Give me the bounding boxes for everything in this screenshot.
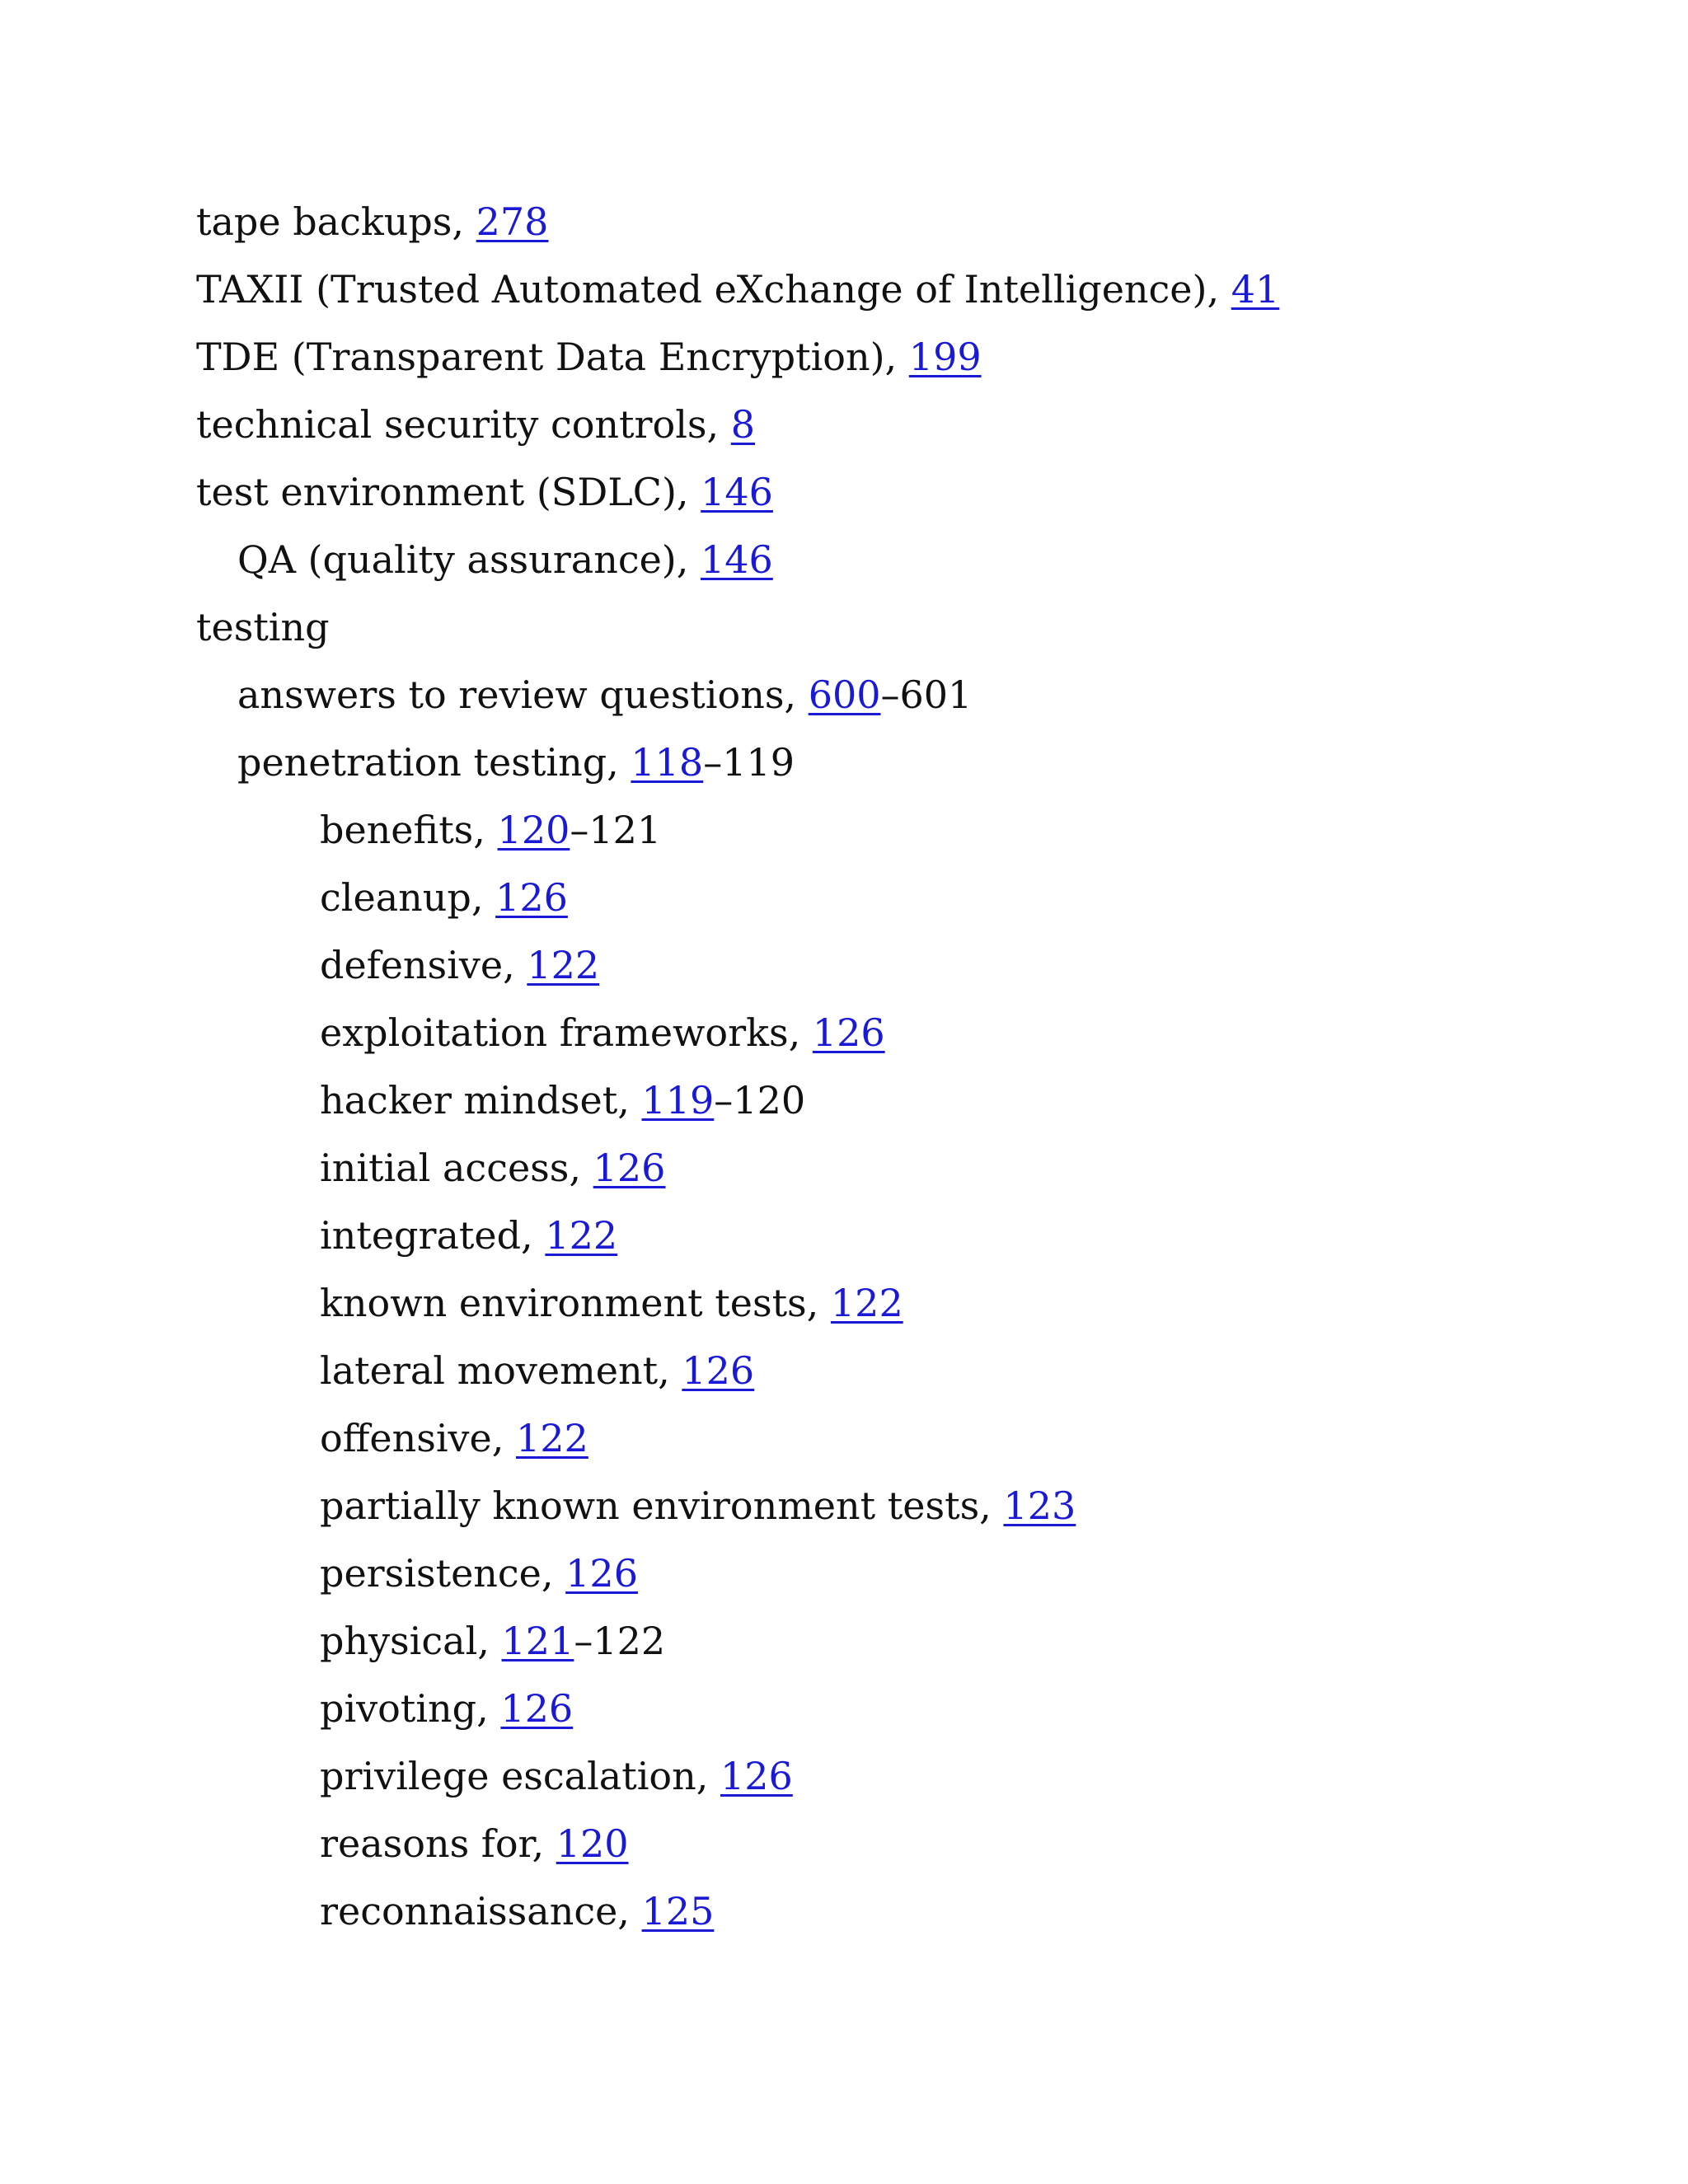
page-link[interactable]: 199 (908, 335, 982, 379)
entry-term: reasons for, (320, 1821, 556, 1866)
entry-term: TAXII (Trusted Automated eXchange of Intelligence), (196, 267, 1231, 312)
page-link[interactable]: 126 (682, 1348, 755, 1393)
index-entry (0, 593, 1688, 661)
entry-term: tape backups, (196, 199, 476, 244)
page-link[interactable]: 278 (476, 199, 549, 244)
page-link[interactable]: 126 (500, 1686, 574, 1731)
index-subsubentry (0, 1675, 1688, 1742)
page-link[interactable]: 126 (593, 1146, 666, 1190)
entry-term: initial access, (320, 1146, 593, 1190)
page-link[interactable]: 146 (701, 537, 773, 582)
page-link[interactable]: 126 (812, 1010, 885, 1055)
page-link[interactable]: 600 (808, 673, 881, 717)
page-link[interactable]: 122 (516, 1416, 588, 1460)
entry-term: lateral movement, (320, 1348, 682, 1393)
index-entry (0, 391, 1688, 458)
range-end: –119 (703, 740, 795, 785)
page-link[interactable]: 121 (501, 1619, 574, 1663)
entry-term: answers to review questions, (237, 673, 809, 717)
page-link[interactable]: 122 (527, 943, 600, 987)
entry-term: reconnaissance, (320, 1889, 642, 1933)
entry-term: defensive, (320, 943, 528, 987)
index-subentry (0, 729, 1688, 796)
index-subentry (0, 661, 1688, 729)
index-subsubentry (0, 1540, 1688, 1607)
index-list (0, 188, 1688, 1945)
range-end: –120 (714, 1078, 806, 1122)
range-end: –122 (574, 1619, 666, 1663)
index-entry (0, 458, 1688, 526)
page-link[interactable]: 125 (641, 1889, 715, 1933)
entry-term: testing (196, 605, 330, 649)
index-subsubentry (0, 864, 1688, 931)
page-link[interactable]: 123 (1003, 1483, 1076, 1528)
index-entry (0, 323, 1688, 391)
page-link[interactable]: 126 (720, 1754, 793, 1798)
entry-term: benefits, (320, 808, 498, 852)
index-subentry (0, 526, 1688, 593)
entry-term: technical security controls, (196, 402, 731, 447)
entry-term: cleanup, (320, 875, 496, 920)
page-link[interactable]: 41 (1231, 267, 1280, 312)
index-subsubentry (0, 931, 1688, 999)
entry-term: penetration testing, (237, 740, 631, 785)
page-link[interactable]: 8 (730, 402, 756, 447)
index-subsubentry (0, 1337, 1688, 1404)
index-subsubentry (0, 1404, 1688, 1472)
page-link[interactable]: 119 (641, 1078, 715, 1122)
index-subsubentry (0, 999, 1688, 1066)
page-link[interactable]: 126 (495, 875, 568, 920)
entry-term: TDE (Transparent Data Encryption), (196, 335, 909, 379)
page-link[interactable]: 120 (497, 808, 570, 852)
index-subsubentry (0, 1877, 1688, 1945)
page-link[interactable]: 146 (701, 470, 773, 514)
entry-term: offensive, (320, 1416, 516, 1460)
entry-term: test environment (SDLC), (196, 470, 701, 514)
page-link[interactable]: 126 (565, 1551, 638, 1596)
entry-term: exploitation frameworks, (320, 1010, 813, 1055)
index-subsubentry (0, 1134, 1688, 1202)
page-link[interactable]: 120 (556, 1821, 629, 1866)
entry-term: partially known environment tests, (320, 1483, 1004, 1528)
entry-term: QA (quality assurance), (237, 537, 701, 582)
entry-term: known environment tests, (320, 1281, 831, 1325)
page-link[interactable]: 122 (545, 1213, 618, 1258)
index-subsubentry (0, 1269, 1688, 1337)
index-subsubentry (0, 1472, 1688, 1540)
range-end: –121 (570, 808, 662, 852)
entry-term: pivoting, (320, 1686, 501, 1731)
index-entry (0, 255, 1688, 323)
index-subsubentry (0, 1066, 1688, 1134)
entry-term: privilege escalation, (320, 1754, 720, 1798)
index-subsubentry (0, 1742, 1688, 1810)
page-link[interactable]: 122 (830, 1281, 903, 1325)
index-subsubentry (0, 796, 1688, 864)
entry-term: integrated, (320, 1213, 546, 1258)
entry-term: hacker mindset, (320, 1078, 642, 1122)
index-subsubentry (0, 1810, 1688, 1877)
entry-term: persistence, (320, 1551, 566, 1596)
index-entry (0, 188, 1688, 255)
range-end: –601 (880, 673, 973, 717)
entry-term: physical, (320, 1619, 502, 1663)
index-subsubentry (0, 1202, 1688, 1269)
page-link[interactable]: 118 (631, 740, 704, 785)
index-subsubentry (0, 1607, 1688, 1675)
